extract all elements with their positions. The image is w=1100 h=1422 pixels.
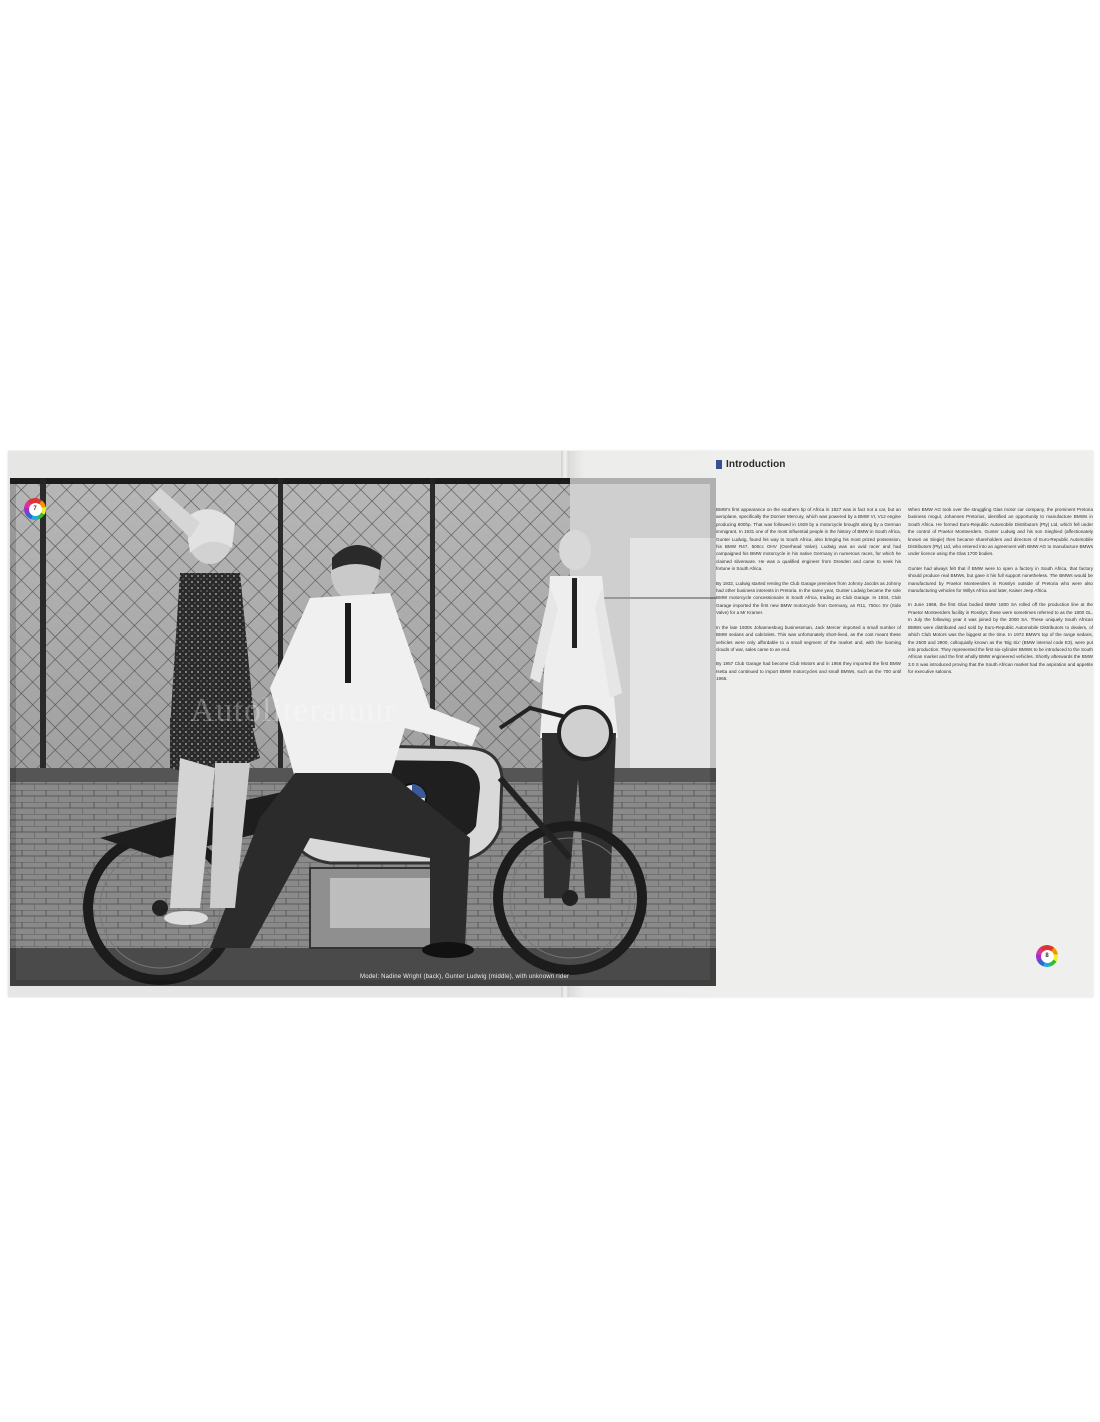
- section-heading: [716, 457, 786, 471]
- photo-caption: Model: Nadine Wright (back), Gunter Ludwig (middle), with unknown rider: [360, 974, 570, 980]
- black-and-white-photo: [10, 478, 716, 986]
- heading-marker-icon: [716, 460, 722, 469]
- paragraph: By 1932, Ludwig started renting the Club Garage premises from Johnny Jacobs as Johnny had other business interests in Pretoria. In the same year, Gunter Ludwig became the sole BMW motorcycle concessionaire in South Africa, trading as Club Garage. In 1934, Club Garage imported the first new BMW motorcycle from Germany, an R11, 750cc SV (Side Valve) for a Mr Kramer.: [716, 580, 901, 616]
- text-column-a: [716, 506, 901, 690]
- heading-title: Introduction: [726, 458, 786, 470]
- paragraph: In June 1968, the first Glas bodied BMW 1800 SA rolled off the production line at the Praetor Monteerders facility in Rosslyn; these were sometimes referred to as the 1800 GL. In July the following year it was joined by the 2000 SA. These uniquely South African BMWs were distributed and sold by Euro-Republic Automobile Distributors to dealers, of which Club Motors was the biggest at the time. In 1972 BMW's top of the range sedans, the 2500 and 2800, colloquially known as the 'Big Six' (BMW internal code E3), were put into production. They represented the first six-cylinder BMWs to be introduced to the South African market and the first wholly BMW engineered vehicles. Shortly afterwards the BMW 3.0 S was introduced proving that the South African market had the aspiration and appetite for executive saloons.: [908, 602, 1093, 675]
- paragraph: By 1957 Club Garage had become Club Motors and in 1958 they imported the first BMW Isetta and continued to import BMW motorcycles and small BMWs, such as the 700 until 1966.: [716, 661, 901, 682]
- paragraph: When BMW AG took over the struggling Glas motor car company, the prominent Pretoria business mogul, Johannes Pretorius, identified an opportunity to manufacture BMWs in South Africa. He formed Euro-Republic Automobile Distributors (Pty) Ltd, which fell under the control of Praetor Monteerders. Gunter Ludwig and his son Sieghied (affectionately known as Siegie) then became shareholders and directors of Euro-Republic Automobile Distributors (Pty) Ltd, who entered into an agreement with BMW AG to manufacture BMWs under licence using the Glas 1700 bodies.: [908, 507, 1093, 557]
- text-column-b: [908, 506, 1093, 683]
- page-number-badge-right: [1036, 945, 1058, 967]
- paragraph: BMW's first appearance on the southern tip of Africa in 1927 was in fact not a car, but an aeroplane, specifically the Dornier Mercury, which was powered by a BMW VI, V12 engine producing 600hp. That was followed in 1929 by a motorcycle brought along by a German immigrant. In 1931 one of the most influential people in the history of BMW in South Africa, Gunter Ludwig, found his way to South Africa, also bringing his most prized possession, his BMW R47, 500cc OHV (Overhead Valve). Ludwig was an avid racer and had campaigned his BMW motorcycle in his native Germany in numerous races, for which he claimed silverware. He was a qualified engineer from Dresden and came to seek his fortune in South Africa.: [716, 507, 901, 572]
- page-number-right: 8: [1041, 950, 1054, 963]
- page-number-badge-left: [24, 498, 46, 520]
- page-number-left: 7: [29, 503, 42, 516]
- photo-illustration: [10, 478, 716, 986]
- paragraph: Gunter had always felt that if BMW were to open a factory in South Africa, that factory should produce real BMWs, but gave it his full support nonetheless. The BMWs would be manufactured by Praetor Monteerders in Rosslyn outside of Pretoria who were also manufacturing vehicles for Willys Africa and later, Kaiser Jeep Africa.: [908, 565, 1093, 594]
- watermark-text: Autoliteratuur: [190, 692, 397, 729]
- paragraph: In the late 1930s Johannesburg businessman, Jack Mercer imported a small number of BMW sedans and cabriolets. This was unfortunately short-lived, as the cost meant these vehicles were only affordable to a small segment of the market and, with the looming clouds of war, sales came to an end.: [716, 624, 901, 652]
